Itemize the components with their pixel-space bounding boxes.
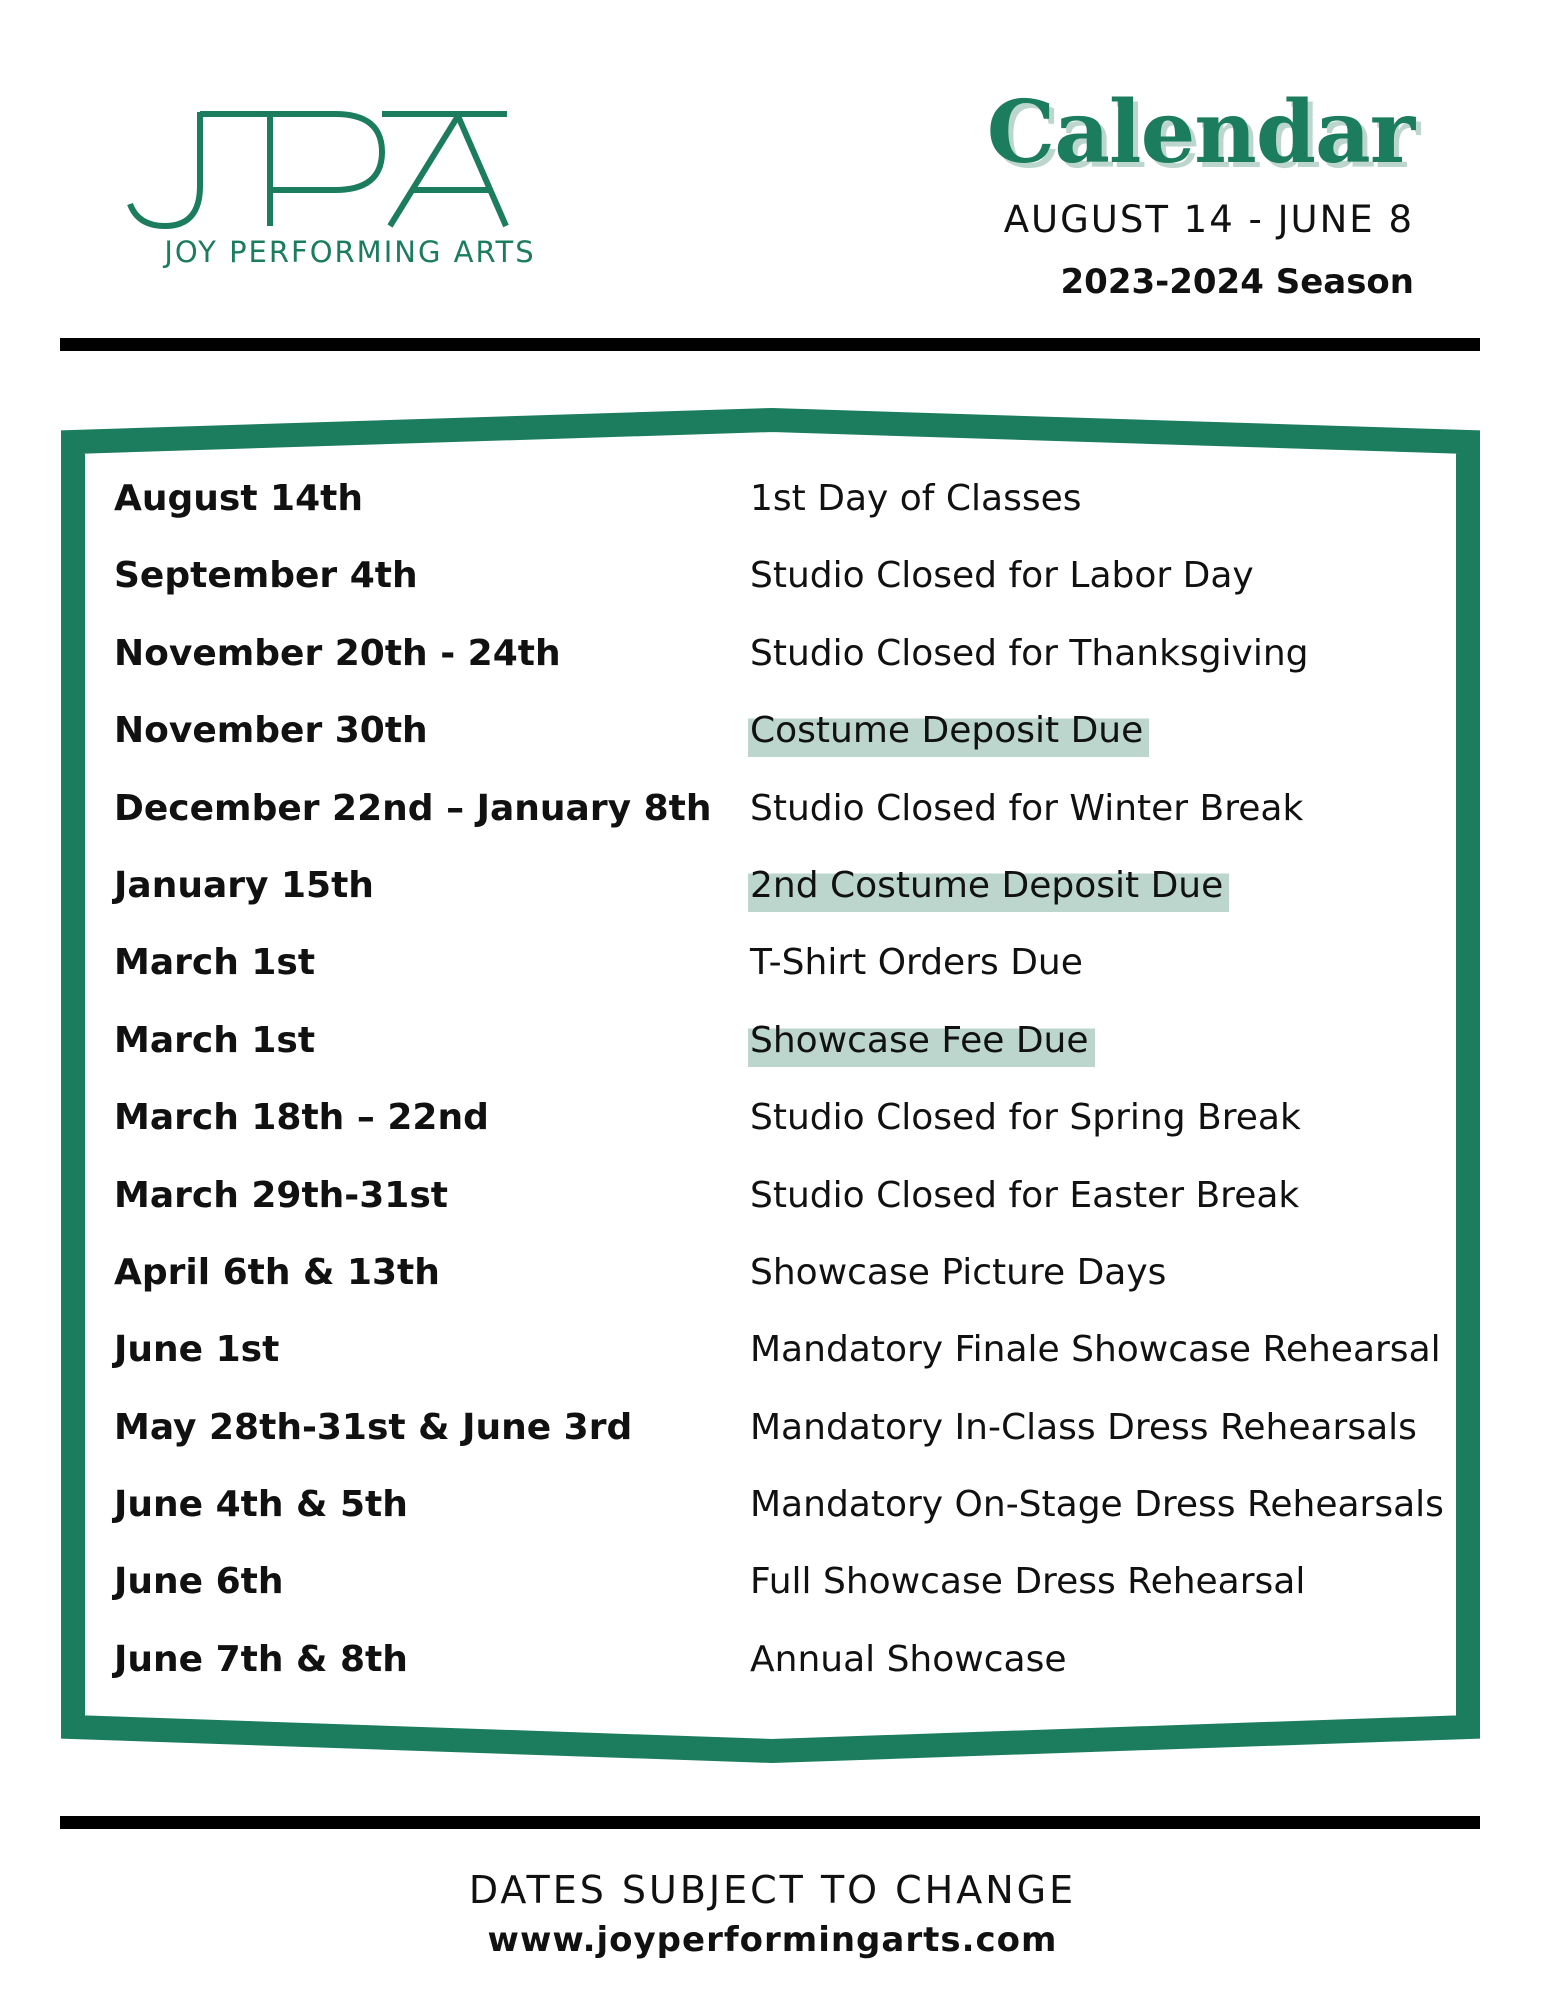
schedule-event-highlighted: Showcase Fee Due [748, 1020, 1095, 1067]
schedule-event: Showcase Picture Days [750, 1251, 1167, 1293]
schedule-event: 1st Day of Classes [750, 478, 1082, 519]
schedule-event-highlighted: Costume Deposit Due [748, 710, 1149, 757]
schedule-event-highlighted: 2nd Costume Deposit Due [748, 865, 1229, 912]
schedule-date: March 1st [114, 942, 316, 984]
schedule-row [114, 468, 1434, 545]
website-link[interactable]: www.joyperformingarts.com [487, 1920, 1058, 1960]
schedule-row [114, 778, 1434, 855]
schedule-row [114, 1010, 1434, 1087]
schedule-date: November 30th [114, 710, 428, 752]
schedule-date: June 6th [114, 1561, 284, 1603]
disclaimer: DATES SUBJECT TO CHANGE [468, 1868, 1077, 1912]
bottom-divider [60, 1816, 1480, 1829]
schedule-row [114, 545, 1434, 622]
schedule-event: Mandatory Finale Showcase Rehearsal [750, 1329, 1441, 1371]
schedule-date: June 4th & 5th [114, 1484, 408, 1526]
schedule-row [114, 932, 1434, 1009]
schedule-date: December 22nd – January 8th [114, 787, 712, 829]
schedule-row [114, 1551, 1434, 1628]
schedule-event: Studio Closed for Labor Day [750, 555, 1254, 597]
schedule-event: T-Shirt Orders Due [750, 942, 1083, 984]
schedule-date: May 28th-31st & June 3rd [114, 1406, 633, 1448]
schedule-event: Mandatory On-Stage Dress Rehearsals [750, 1484, 1444, 1526]
schedule-date: June 1st [114, 1329, 280, 1371]
schedule-date: August 14th [114, 478, 363, 519]
schedule-date: January 15th [114, 864, 374, 906]
schedule-event: Studio Closed for Easter Break [750, 1174, 1300, 1216]
schedule-row [114, 1165, 1434, 1242]
schedule-event: Mandatory In-Class Dress Rehearsals [750, 1406, 1417, 1448]
schedule-date: March 29th-31st [114, 1174, 448, 1216]
jpa-logo-mark [120, 108, 580, 233]
schedule-event: Studio Closed for Winter Break [750, 787, 1304, 829]
schedule-event: Studio Closed for Thanksgiving [750, 632, 1309, 674]
schedule-row [114, 623, 1434, 700]
schedule-row [114, 1397, 1434, 1474]
schedule-row [114, 700, 1434, 777]
schedule-event: Annual Showcase [750, 1638, 1067, 1680]
schedule-date: June 7th & 8th [114, 1638, 408, 1680]
schedule-date: September 4th [114, 555, 418, 597]
schedule-row [114, 855, 1434, 932]
schedule-date: November 20th - 24th [114, 632, 561, 674]
brand-logo [120, 108, 580, 268]
schedule-row [114, 1319, 1441, 1396]
brand-name: JOY PERFORMING ARTS [164, 235, 536, 269]
schedule-list [114, 468, 1444, 1706]
schedule-row [114, 1474, 1444, 1551]
schedule-date: April 6th & 13th [114, 1251, 440, 1293]
schedule-event: Full Showcase Dress Rehearsal [750, 1561, 1306, 1603]
schedule-date: March 1st [114, 1019, 316, 1061]
page-title: Calendar [986, 82, 1414, 183]
schedule-event: Studio Closed for Spring Break [750, 1097, 1301, 1139]
schedule-row [114, 1242, 1434, 1319]
top-divider [60, 338, 1480, 351]
schedule-date: March 18th – 22nd [114, 1097, 489, 1139]
schedule-row [114, 1629, 1434, 1706]
schedule-row [114, 1087, 1434, 1164]
season-label: 2023-2024 Season [1060, 262, 1414, 302]
date-range: AUGUST 14 - JUNE 8 [1003, 198, 1414, 241]
